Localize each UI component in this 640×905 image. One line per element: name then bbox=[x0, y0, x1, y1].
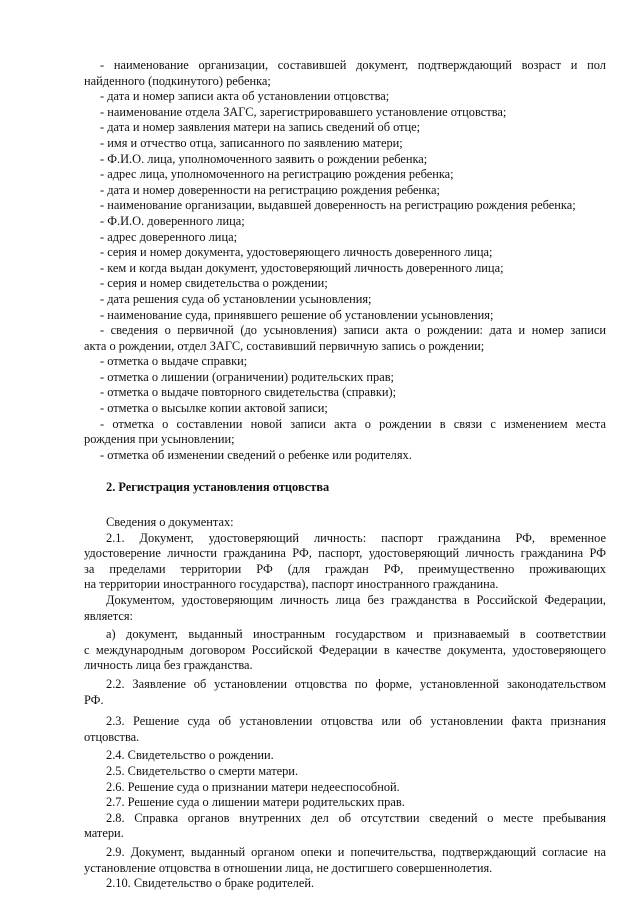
documents-intro: Сведения о документах: bbox=[106, 515, 234, 530]
paragraph-line: 2.9. Документ, выданный органом опеки и попечительства, подтверждающий согласие на bbox=[106, 844, 606, 859]
record-fields-list bbox=[84, 58, 606, 463]
list-item: - отметка о выдаче справки; bbox=[100, 354, 248, 369]
list-item: - наименование организации, выдавшей доверенность на регистрацию рождения ребенка; bbox=[100, 198, 576, 213]
paragraph-line: личность лица без гражданства. bbox=[84, 658, 253, 673]
list-item-continuation: рождения при усыновлении; bbox=[84, 432, 235, 447]
section-heading: 2. Регистрация установления отцовства bbox=[106, 480, 330, 495]
paragraph-line: матери. bbox=[84, 826, 124, 841]
list-item: - наименование отдела ЗАГС, зарегистрировавшего установление отцовства; bbox=[100, 104, 507, 119]
list-item-continuation: найденного (подкинутого) ребенка; bbox=[84, 73, 271, 88]
paragraph-line: 2.2. Заявление об установлении отцовства по форме, установленной законодательством bbox=[106, 676, 606, 691]
paragraph-stateless-person bbox=[84, 593, 606, 624]
paragraph-line: за пределами территории РФ (для граждан РФ, преимущественно проживающих bbox=[84, 561, 606, 576]
paragraph-2-8 bbox=[84, 811, 606, 842]
list-item: - дата и номер записи акта об установлении отцовства; bbox=[100, 89, 390, 104]
paragraph-line: Документом, удостоверяющим личность лица без гражданства в Российской Федерации, bbox=[106, 593, 606, 607]
paragraph-line: а) документ, выданный иностранным государством и признаваемый в соответствии bbox=[106, 627, 606, 642]
paragraph-line: удостоверение личности гражданина РФ, паспорт, удостоверяющий личность гражданина РФ bbox=[84, 546, 606, 561]
list-item: - отметка об изменении сведений о ребенке или родителях. bbox=[100, 447, 412, 462]
paragraph-line: на территории иностранного государства), паспорт иностранного гражданина. bbox=[84, 577, 499, 592]
list-item: - адрес доверенного лица; bbox=[100, 229, 238, 244]
document-page bbox=[84, 58, 606, 892]
list-item: - серия и номер документа, удостоверяющего личность доверенного лица; bbox=[100, 245, 493, 260]
paragraph-2-10: 2.10. Свидетельство о браке родителей. bbox=[106, 876, 315, 891]
paragraph-line: 2.3. Решение суда об установлении отцовства или об установлении факта признания bbox=[106, 714, 606, 729]
paragraph-line: РФ. bbox=[84, 692, 104, 707]
list-item: - сведения о первичной (до усыновления) записи акта о рождении: дата и номер записи bbox=[100, 323, 606, 338]
paragraph-2-2 bbox=[84, 677, 606, 708]
list-item: - дата решения суда об установлении усыновления; bbox=[100, 291, 372, 306]
list-item: - отметка о лишении (ограничении) родительских прав; bbox=[100, 369, 394, 384]
paragraph-2-3 bbox=[84, 714, 606, 745]
paragraph-line: является: bbox=[84, 608, 133, 623]
paragraph-line: 2.8. Справка органов внутренних дел об отсутствии сведений о месте пребывания bbox=[106, 810, 606, 825]
list-item-continuation: акта о рождении, отдел ЗАГС, составивший первичную запись о рождении; bbox=[84, 338, 485, 353]
list-item: - отметка о выдаче повторного свидетельства (справки); bbox=[100, 385, 397, 400]
list-item: - имя и отчество отца, записанного по заявлению матери; bbox=[100, 135, 403, 150]
paragraph-line: с международным договором Российской Федерации в качестве документа, удостоверяющего bbox=[84, 642, 606, 657]
list-item: - наименование суда, принявшего решение об установлении усыновления; bbox=[100, 307, 494, 322]
paragraph-2-5: 2.5. Свидетельство о смерти матери. bbox=[106, 763, 299, 778]
list-item: - дата и номер доверенности на регистрацию рождения ребенка; bbox=[100, 182, 440, 197]
paragraph-line: установление отцовства в отношении лица, не достигшего совершеннолетия. bbox=[84, 860, 493, 875]
list-item: - серия и номер свидетельства о рождении; bbox=[100, 276, 328, 291]
paragraph-2-4: 2.4. Свидетельство о рождении. bbox=[106, 748, 274, 763]
list-item: - дата и номер заявления матери на запись сведений об отце; bbox=[100, 120, 421, 135]
list-item: - кем и когда выдан документ, удостоверяющий личность доверенного лица; bbox=[100, 260, 504, 275]
list-item: - Ф.И.О. доверенного лица; bbox=[100, 213, 245, 228]
paragraph-line: 2.1. Документ, удостоверяющий личность: паспорт гражданина РФ, временное bbox=[106, 530, 606, 545]
paragraph-2-7: 2.7. Решение суда о лишении матери родительских прав. bbox=[106, 795, 405, 810]
paragraph-2-9 bbox=[84, 845, 606, 876]
list-item: - Ф.И.О. лица, уполномоченного заявить о рождении ребенка; bbox=[100, 151, 428, 166]
paragraph-line: отцовства. bbox=[84, 729, 140, 744]
paragraph-2-1 bbox=[84, 531, 606, 593]
paragraph-2-6: 2.6. Решение суда о признании матери недееспособной. bbox=[106, 779, 400, 794]
list-item: - отметка о высылке копии актовой записи; bbox=[100, 401, 328, 416]
list-item: - отметка о составлении новой записи акта о рождении в связи с изменением места bbox=[100, 416, 606, 431]
list-item: - наименование организации, составившей документ, подтверждающий возраст и пол bbox=[100, 58, 606, 72]
paragraph-a bbox=[84, 627, 606, 674]
list-item: - адрес лица, уполномоченного на регистрацию рождения ребенка; bbox=[100, 167, 454, 182]
